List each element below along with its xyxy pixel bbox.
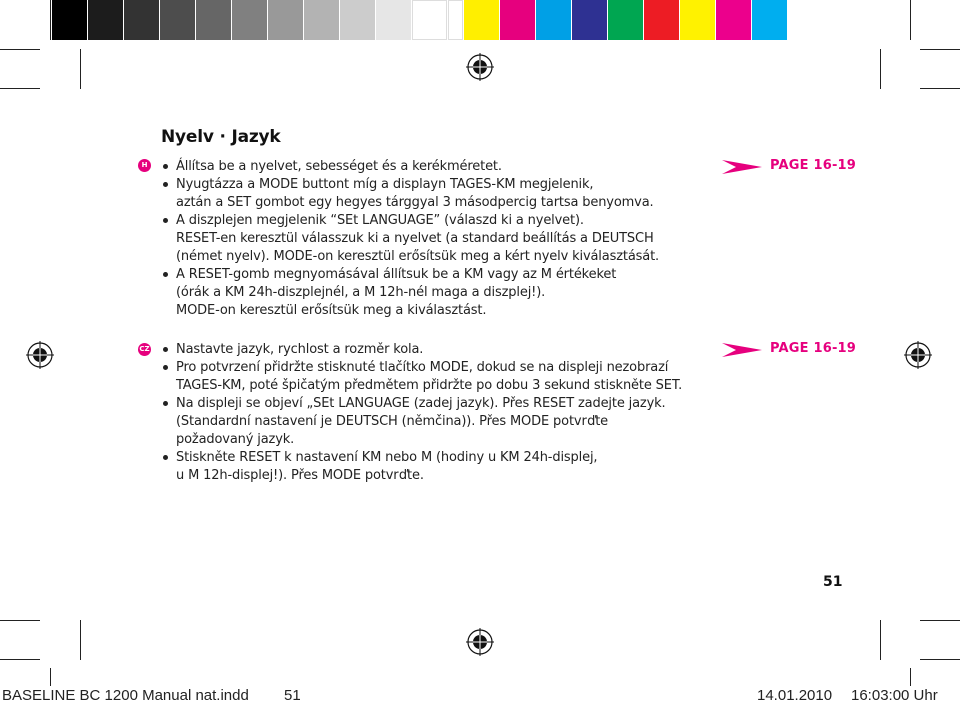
color-swatch [268, 0, 304, 40]
crop-mark [880, 49, 881, 89]
color-swatch [680, 0, 716, 40]
arrow-right-icon [722, 159, 762, 175]
color-swatch [500, 0, 536, 40]
instruction-line: Stiskněte RESET k nastavení KM nebo M (hodiny u KM 24h-displej, [176, 450, 598, 465]
crop-mark [920, 659, 960, 660]
instruction-line: požadovaný jazyk. [176, 432, 295, 447]
instruction-line: TAGES-KM, poté špičatým předmětem přidržte po dobu 3 sekund stiskněte SET. [176, 378, 683, 393]
instruction-line: aztán a SET gombot egy hegyes tárggyal 3 másodpercig tartsa benyomva. [176, 195, 654, 210]
instruction-line: Nyugtázza a MODE buttont míg a displayn TAGES-KM megjelenik, [176, 177, 594, 192]
color-swatch [232, 0, 268, 40]
instruction-line: Pro potvrzení přidržte stisknuté tlačítko MODE, dokud se na displeji nezobrazí [176, 360, 669, 375]
color-swatch [464, 0, 500, 40]
instruction-line: (német nyelv). MODE-on keresztül erősítsük meg a kért nyelv kiválasztását. [176, 249, 660, 264]
color-swatch [160, 0, 196, 40]
color-swatch [52, 0, 88, 40]
crop-mark [50, 668, 51, 686]
instruction-line: u M 12h-displej!). Přes MODE potvrďte. [176, 468, 424, 483]
crop-mark [920, 49, 960, 50]
registration-mark-icon [466, 628, 494, 656]
color-control-strip [52, 0, 788, 41]
crop-mark [0, 659, 40, 660]
color-swatch [716, 0, 752, 40]
registration-mark-icon [26, 341, 54, 369]
arrow-right-icon [722, 342, 762, 358]
crop-mark [910, 0, 911, 40]
registration-mark-icon [904, 341, 932, 369]
color-swatch [412, 0, 448, 40]
instruction-line: (Standardní nastavení je DEUTSCH (němčina)). Přes MODE potvrďte [176, 414, 608, 429]
instruction-line: RESET-en keresztül válasszuk ki a nyelvet (a standard beállítás a DEUTSCH [176, 231, 654, 246]
instruction-line: A RESET-gomb megnyomásával állítsuk be a KM vagy az M értékeket [176, 267, 617, 282]
crop-mark [920, 620, 960, 621]
color-swatch [572, 0, 608, 40]
crop-mark [80, 620, 81, 660]
instruction-line: Állítsa be a nyelvet, sebességet és a kerékméretet. [176, 159, 502, 174]
crop-mark [50, 0, 51, 40]
color-swatch [124, 0, 160, 40]
slug-time: 16:03:00 Uhr [851, 687, 938, 704]
crop-mark [910, 668, 911, 686]
color-swatch [448, 0, 464, 40]
instruction-line: Na displeji se objeví „SEt LANGUAGE (zadej jazyk). Přes RESET zadejte jazyk. [176, 396, 666, 411]
language-badge-h: H [138, 159, 151, 172]
color-swatch [644, 0, 680, 40]
color-swatch [376, 0, 412, 40]
crop-mark [0, 49, 40, 50]
color-swatch [196, 0, 232, 40]
instruction-line: MODE-on keresztül erősítsük meg a kiválasztást. [176, 303, 487, 318]
color-swatch [608, 0, 644, 40]
color-swatch [340, 0, 376, 40]
page-reference: PAGE 16-19 [770, 158, 857, 173]
color-swatch [304, 0, 340, 40]
crop-mark [920, 88, 960, 89]
crop-mark [0, 88, 40, 89]
page-number: 51 [823, 574, 843, 590]
section-title: Nyelv · Jazyk [161, 127, 281, 147]
instruction-line: (órák a KM 24h-diszplejnél, a M 12h-nél maga a diszplej!). [176, 285, 546, 300]
crop-mark [80, 49, 81, 89]
color-swatch [88, 0, 124, 40]
slug-page: 51 [284, 687, 301, 704]
color-swatch [752, 0, 788, 40]
slug-file: BASELINE BC 1200 Manual nat.indd [2, 687, 249, 704]
crop-mark [0, 620, 40, 621]
slug-date: 14.01.2010 [757, 687, 833, 704]
registration-mark-icon [466, 53, 494, 81]
crop-mark [880, 620, 881, 660]
instruction-line: A diszplejen megjelenik “SEt LANGUAGE” (válaszd ki a nyelvet). [176, 213, 584, 228]
instruction-line: Nastavte jazyk, rychlost a rozměr kola. [176, 342, 424, 357]
color-swatch [536, 0, 572, 40]
language-badge-cz: CZ [138, 343, 151, 356]
page-reference: PAGE 16-19 [770, 341, 857, 356]
